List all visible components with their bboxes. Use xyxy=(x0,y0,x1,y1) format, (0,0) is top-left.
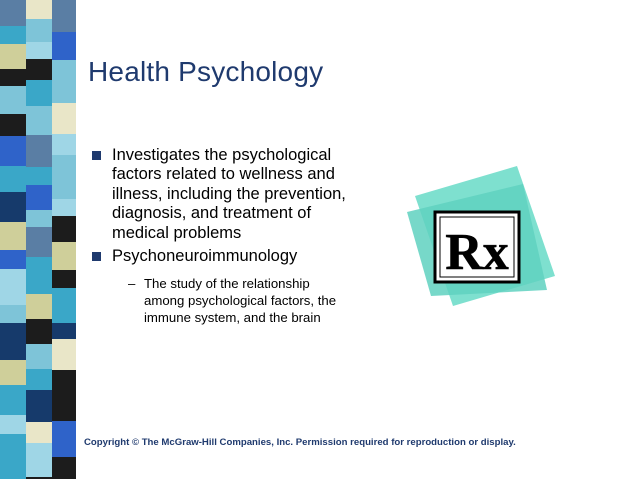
quilt-patch xyxy=(52,288,78,323)
quilt-patch xyxy=(0,250,26,269)
quilt-patch xyxy=(26,227,52,257)
rx-letters: Rx xyxy=(445,224,509,281)
quilt-patch xyxy=(0,305,26,323)
quilt-patch xyxy=(26,185,52,210)
copyright-footer: Copyright © The McGraw-Hill Companies, Inc. Permission required for reproduction or display. xyxy=(84,437,516,448)
sub-bullet-text: The study of the relationship among psychological factors, the immune system, and the brain xyxy=(144,276,337,325)
quilt-patch xyxy=(26,369,52,390)
quilt-patch xyxy=(0,44,26,69)
quilt-patch xyxy=(0,166,26,192)
quilt-patch xyxy=(52,83,78,103)
quilt-patch xyxy=(52,370,78,400)
quilt-patch xyxy=(52,457,78,479)
quilt-patch xyxy=(52,171,78,199)
quilt-patch xyxy=(52,400,78,421)
dash-bullet: – xyxy=(128,276,136,292)
quilt-patch xyxy=(52,199,78,216)
quilt-patch xyxy=(0,136,26,166)
quilt-patch xyxy=(26,135,52,167)
prescription-rx-icon xyxy=(405,166,565,306)
quilt-patch xyxy=(52,242,78,270)
quilt-patch xyxy=(26,59,52,80)
quilt-patch xyxy=(0,26,26,44)
quilt-patch xyxy=(52,323,78,339)
quilt-patch xyxy=(0,415,26,434)
bullet-item xyxy=(92,146,352,243)
quilt-patch xyxy=(26,210,52,227)
square-bullet-icon xyxy=(92,151,101,160)
quilt-patch xyxy=(52,339,78,370)
decorative-quilt-strip xyxy=(0,0,78,479)
quilt-patch xyxy=(0,114,26,136)
slide-title: Health Psychology xyxy=(88,56,324,87)
quilt-patch xyxy=(52,270,78,288)
sub-bullet-item xyxy=(128,276,344,326)
quilt-patch xyxy=(26,0,52,19)
bullet-item xyxy=(92,247,352,266)
quilt-patch xyxy=(26,19,52,42)
quilt-patch xyxy=(52,0,78,32)
quilt-patch xyxy=(0,69,26,86)
quilt-patch xyxy=(26,106,52,135)
quilt-patch xyxy=(52,134,78,155)
quilt-patch xyxy=(26,443,52,477)
quilt-patch xyxy=(52,440,78,457)
quilt-patch xyxy=(26,42,52,59)
quilt-patch xyxy=(0,323,26,360)
quilt-patch xyxy=(52,60,78,83)
quilt-patch xyxy=(26,257,52,294)
quilt-patch xyxy=(26,344,52,369)
bullet-list xyxy=(92,146,352,326)
quilt-patch xyxy=(0,360,26,385)
bullet-text: Psychoneuroimmunology xyxy=(112,247,298,266)
quilt-patch xyxy=(0,86,26,114)
quilt-patch xyxy=(26,422,52,443)
quilt-patch xyxy=(0,0,26,26)
quilt-patch xyxy=(0,222,26,250)
quilt-patch xyxy=(26,319,52,344)
quilt-patch xyxy=(26,294,52,319)
quilt-patch xyxy=(0,459,26,479)
quilt-patch xyxy=(52,421,78,440)
quilt-patch xyxy=(52,155,78,171)
square-bullet-icon xyxy=(92,252,101,261)
quilt-patch xyxy=(26,390,52,422)
quilt-patch xyxy=(0,269,26,305)
quilt-patch xyxy=(52,32,78,60)
quilt-patch xyxy=(0,192,26,222)
quilt-patch xyxy=(0,434,26,459)
bullet-text: Investigates the psychological factors related to wellness and illness, including the prevention, diagnosis, and treatment of medical problems xyxy=(112,146,346,242)
quilt-patch xyxy=(52,216,78,242)
quilt-patch xyxy=(0,385,26,415)
quilt-patch xyxy=(52,103,78,134)
quilt-patch xyxy=(26,80,52,106)
quilt-edge xyxy=(76,0,78,479)
quilt-patch xyxy=(26,167,52,185)
